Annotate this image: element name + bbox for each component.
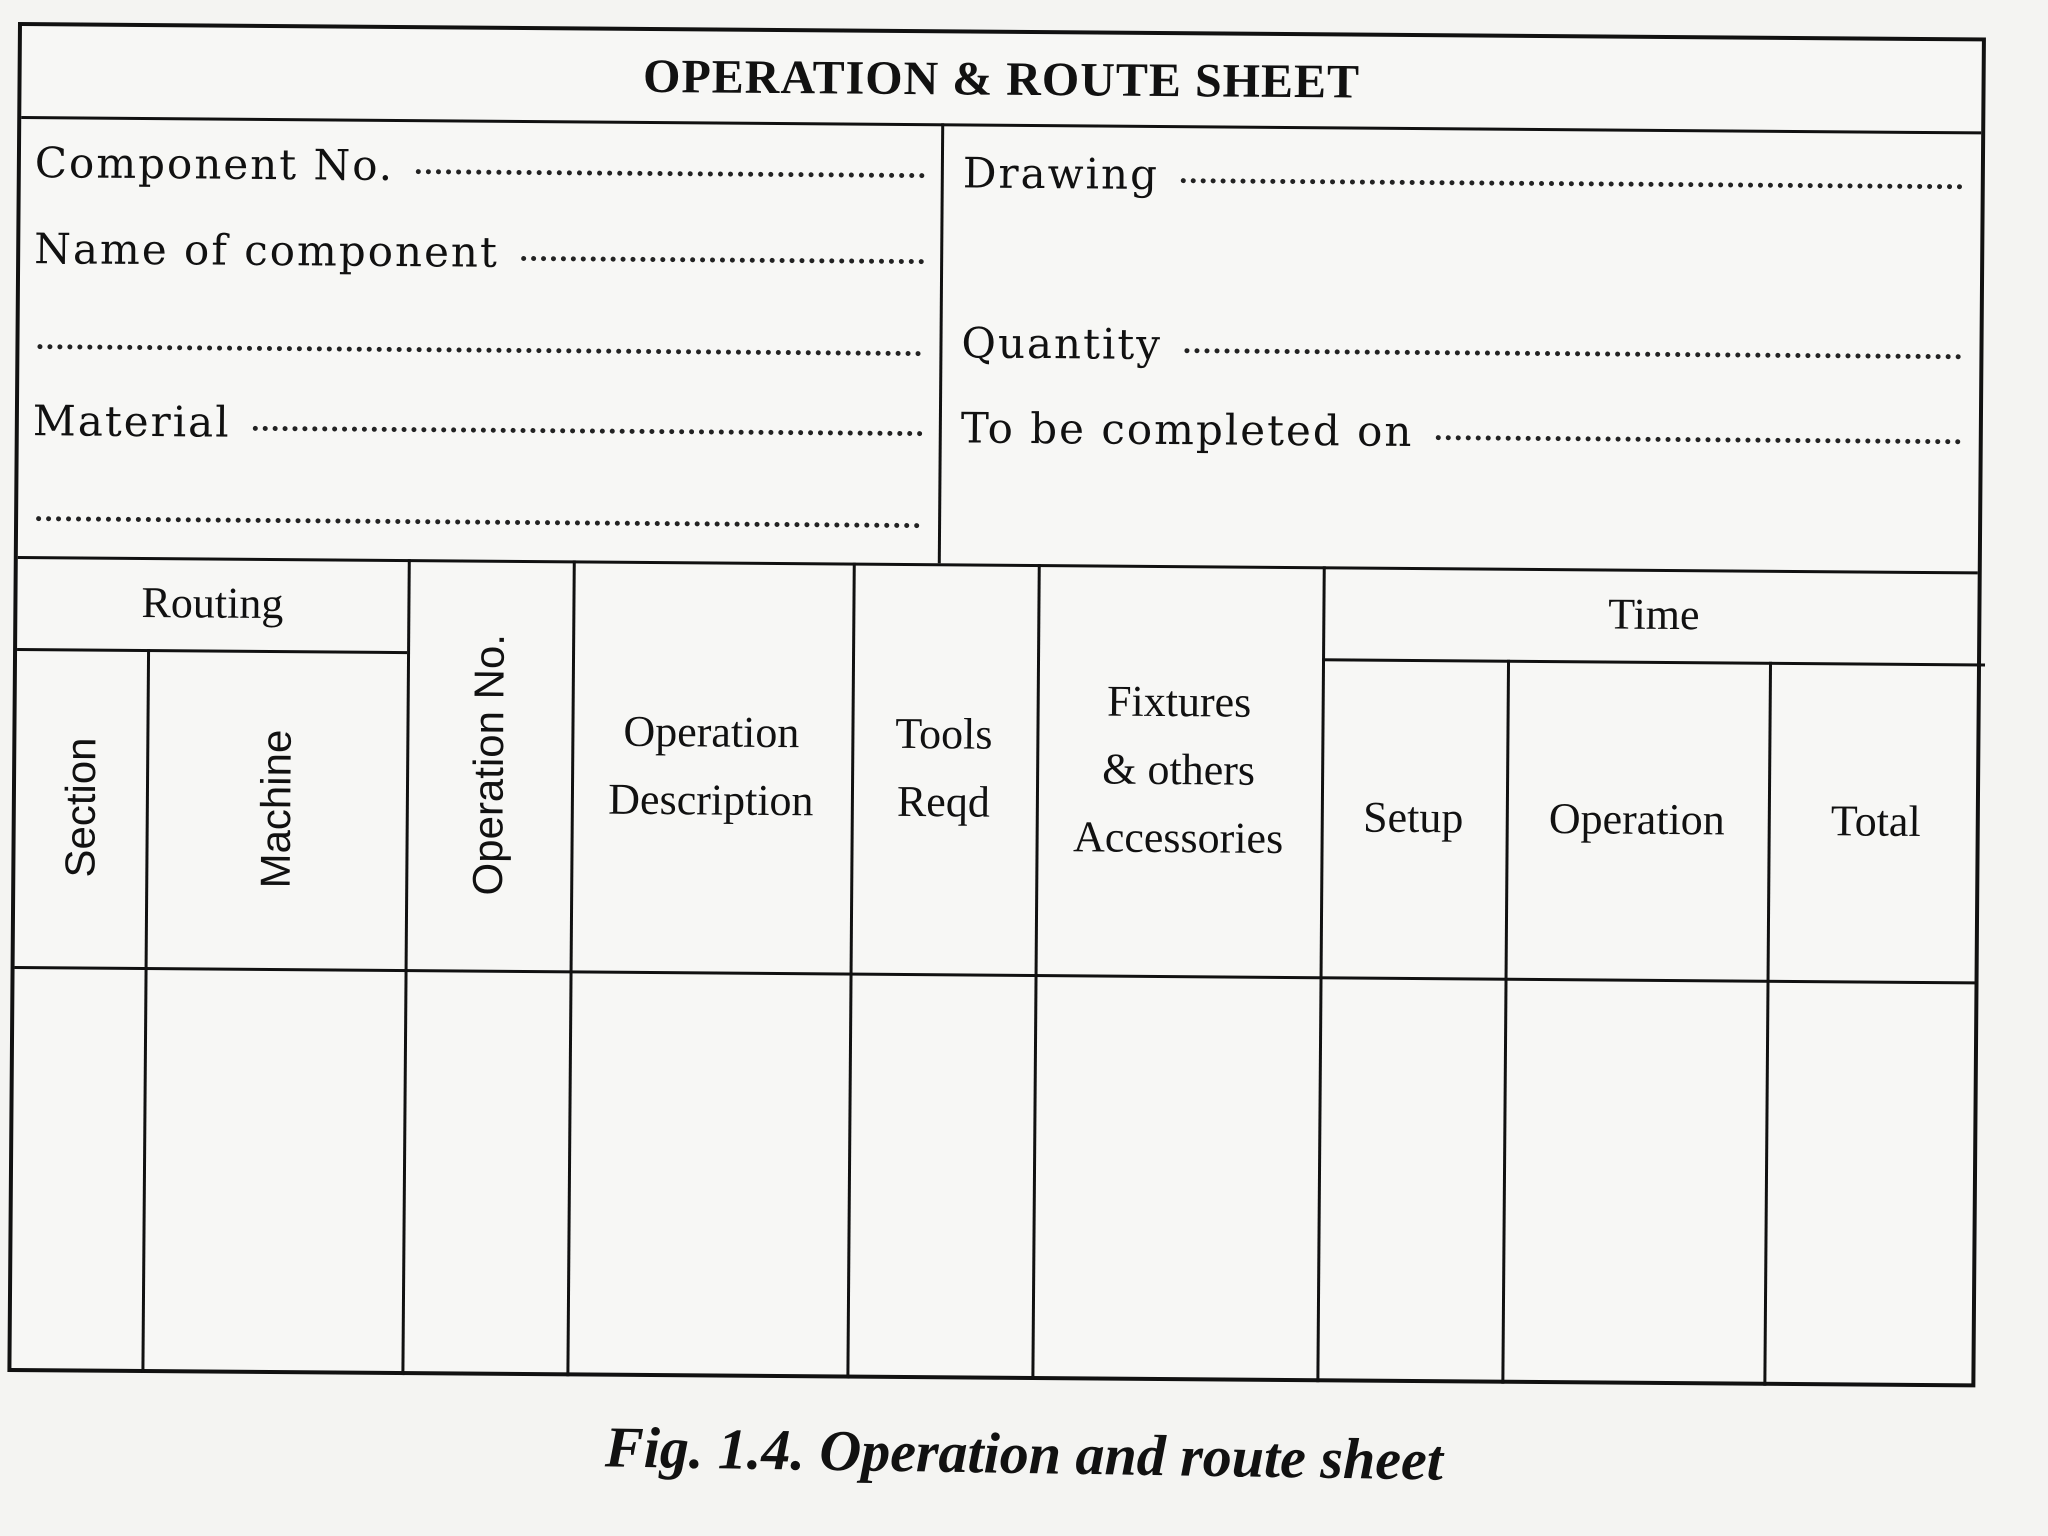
table-body[interactable] xyxy=(11,969,1974,1384)
section-header: Section xyxy=(56,737,105,878)
time-header: Time xyxy=(1608,589,1700,640)
tools-reqd-header xyxy=(850,563,1038,974)
name-of-component-label: Name of component xyxy=(34,224,500,277)
info-divider xyxy=(938,123,944,563)
completion-date-blank[interactable] xyxy=(1435,435,1960,444)
fixtures-header xyxy=(1035,564,1323,976)
total-header: Total xyxy=(1830,796,1921,846)
route-sheet-form xyxy=(7,22,1986,1387)
completion-date-label: To be completed on xyxy=(960,403,1414,456)
quantity-field xyxy=(961,318,1961,375)
sheet-title: OPERATION & ROUTE SHEET xyxy=(642,49,1361,109)
material-blank[interactable] xyxy=(253,426,923,436)
section-header-cell xyxy=(15,648,147,967)
machine-header: Machine xyxy=(251,729,300,889)
component-no-blank[interactable] xyxy=(416,169,925,178)
routing-header: Routing xyxy=(141,577,284,629)
operation-description-line-2: Description xyxy=(608,774,814,826)
setup-header: Setup xyxy=(1362,792,1464,843)
name-of-component-field xyxy=(34,224,924,280)
fixtures-line-1: Fixtures xyxy=(1106,676,1252,727)
drawing-label: Drawing xyxy=(962,148,1160,199)
operation-no-header-cell xyxy=(405,559,573,970)
material-field xyxy=(33,396,923,452)
fixtures-line-2: & others xyxy=(1102,744,1256,795)
component-no-field xyxy=(35,138,925,194)
drawing-blank[interactable] xyxy=(1181,178,1963,189)
operation-description-line-1: Operation xyxy=(623,706,800,757)
operation-no-header: Operation No. xyxy=(463,633,513,896)
material-blank-2[interactable] xyxy=(36,516,920,528)
name-of-component-blank-2[interactable] xyxy=(37,344,921,356)
name-of-component-blank[interactable] xyxy=(521,256,924,264)
component-no-label: Component No. xyxy=(34,138,395,190)
fixtures-line-3: Accessories xyxy=(1072,812,1284,864)
operation-description-header xyxy=(570,560,853,972)
tools-reqd-line-2: Reqd xyxy=(896,776,991,827)
figure-caption: Fig. 1.4. Operation and route sheet xyxy=(604,1414,1444,1493)
time-operation-header: Operation xyxy=(1548,793,1725,845)
completion-date-field xyxy=(961,403,1961,460)
quantity-label: Quantity xyxy=(961,318,1163,369)
drawing-field xyxy=(963,148,1963,205)
tools-reqd-line-1: Tools xyxy=(895,708,993,759)
material-label: Material xyxy=(32,396,231,447)
quantity-blank[interactable] xyxy=(1184,348,1962,359)
machine-header-cell xyxy=(145,649,407,969)
